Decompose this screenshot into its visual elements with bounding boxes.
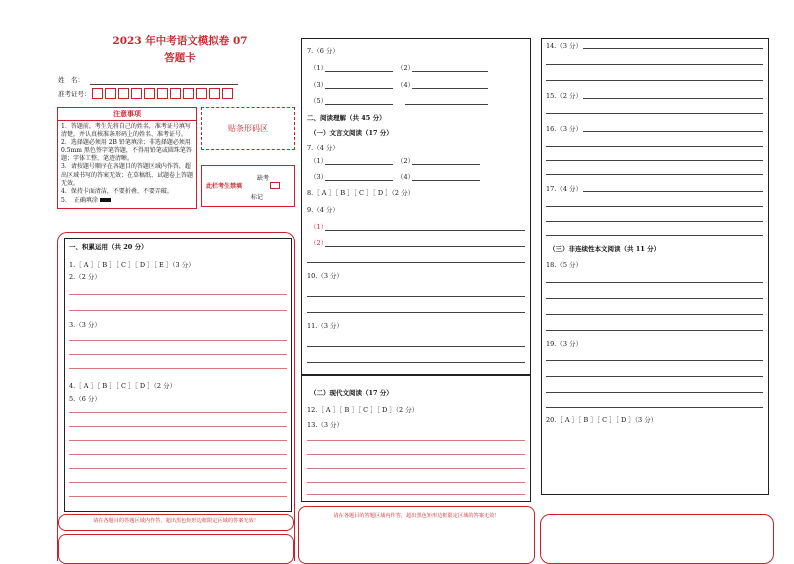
q7-item: （4） — [397, 81, 415, 89]
q20[interactable]: 20.［ A ］［ B ］［ C ］［ D ］（3 分） — [546, 416, 658, 424]
id-label: 准考证号： — [58, 90, 91, 98]
q7-item: （1） — [310, 64, 328, 72]
q7-item: （2） — [397, 64, 415, 72]
q2: 2.（2 分） — [69, 273, 101, 281]
q7-item: （5） — [310, 97, 328, 105]
sub2-title: （二）现代文阅读（17 分） — [310, 389, 393, 397]
q7: 7.（6 分） — [307, 47, 339, 55]
name-line[interactable] — [90, 84, 238, 85]
q7b-item: （2） — [397, 157, 415, 165]
q7b-item: （1） — [310, 157, 328, 165]
section2-title: 二、阅读理解（共 45 分） — [307, 114, 386, 122]
divider — [301, 374, 531, 376]
absent-text-2: 标记 — [251, 194, 264, 201]
sub1-title: （一）文言文阅读（17 分） — [310, 129, 393, 137]
warning-mid: 请在各题目的答题区域内作答，超出黑色矩形边框限定区域的答案无效！ — [333, 513, 500, 519]
q19: 19.（3 分） — [546, 340, 583, 348]
q7b-item: （3） — [310, 173, 328, 181]
exam-subtitle: 答题卡 — [164, 52, 196, 64]
notice-item: 3．请按题号顺序在各题目的答题区域内作答，超出区域书写的答案无效；在草稿纸、试题卷上答题无效。 — [61, 163, 194, 187]
q15: 15.（2 分） — [546, 92, 583, 100]
column2-box — [301, 38, 531, 502]
q9: 9.（4 分） — [307, 206, 339, 214]
section1-title: 一、积累运用（共 20 分） — [69, 243, 148, 251]
notice-item: 1．答题前，考生先将自己的姓名，准考证号填写清楚，并认真核准条形码上的姓名、准考证号。 — [61, 123, 191, 139]
name-label: 姓 名： — [58, 76, 84, 84]
q5: 5.（6 分） — [69, 395, 101, 403]
absent-box — [201, 165, 295, 207]
absent-text-1: 缺考 — [257, 175, 270, 182]
q1[interactable]: 1.［ A ］［ B ］［ C ］［ D ］［ E ］（3 分） — [69, 261, 195, 269]
barcode-label: 贴条形码区 — [228, 124, 268, 133]
absent-label: 此栏考生禁填 — [206, 183, 243, 190]
q7-item: （3） — [310, 81, 328, 89]
next-frame-left — [58, 534, 294, 564]
q9-item: （2） — [310, 239, 328, 247]
notice-title: 注意事项 — [58, 108, 196, 121]
q4[interactable]: 4.［ A ］［ B ］［ C ］［ D ］（2 分） — [69, 382, 177, 390]
notice-item: 4．保持卡面清洁，不要折叠、不要弄破。 — [61, 187, 173, 195]
q11: 11.（3 分） — [307, 322, 344, 330]
warning-left: 请在各题目的答题区域内作答，超出黑色矩形边框限定区域的答案无效！ — [92, 518, 259, 524]
q13: 13.（3 分） — [307, 421, 344, 429]
q10: 10.（3 分） — [307, 272, 344, 280]
q7b-item: （4） — [397, 173, 415, 181]
barcode-area — [201, 107, 295, 150]
q16: 16.（3 分） — [546, 125, 583, 133]
q12[interactable]: 12.［ A ］［ B ］［ C ］［ D ］（2 分） — [307, 406, 419, 414]
q14: 14.（3 分） — [546, 42, 583, 50]
notice-item: 2．选择题必须用 2B 铅笔填涂；非选择题必须用 0.5mm 黑色签字笔答题，不得用铅笔或圆珠笔答题；字体工整、笔迹清晰。 — [61, 139, 192, 163]
notice-box — [57, 107, 197, 209]
q17: 17.（4 分） — [546, 185, 583, 193]
next-frame-right — [540, 514, 774, 564]
fill-sample-label: 5． 正确填涂 — [61, 196, 98, 204]
q8[interactable]: 8.［ A ］［ B ］［ C ］［ D ］（2 分） — [307, 189, 415, 197]
fill-sample-mark — [100, 198, 111, 202]
sub3-title: （三）非连续性本文阅读（共 11 分） — [549, 245, 661, 253]
q9-item: （1） — [310, 223, 328, 231]
q3: 3.（3 分） — [69, 321, 101, 329]
q7b: 7.（4 分） — [307, 144, 339, 152]
absent-checkbox[interactable] — [270, 182, 280, 189]
exam-title: 2023 年中考语文模拟卷 07 — [112, 35, 248, 47]
q18: 18.（5 分） — [546, 261, 583, 269]
